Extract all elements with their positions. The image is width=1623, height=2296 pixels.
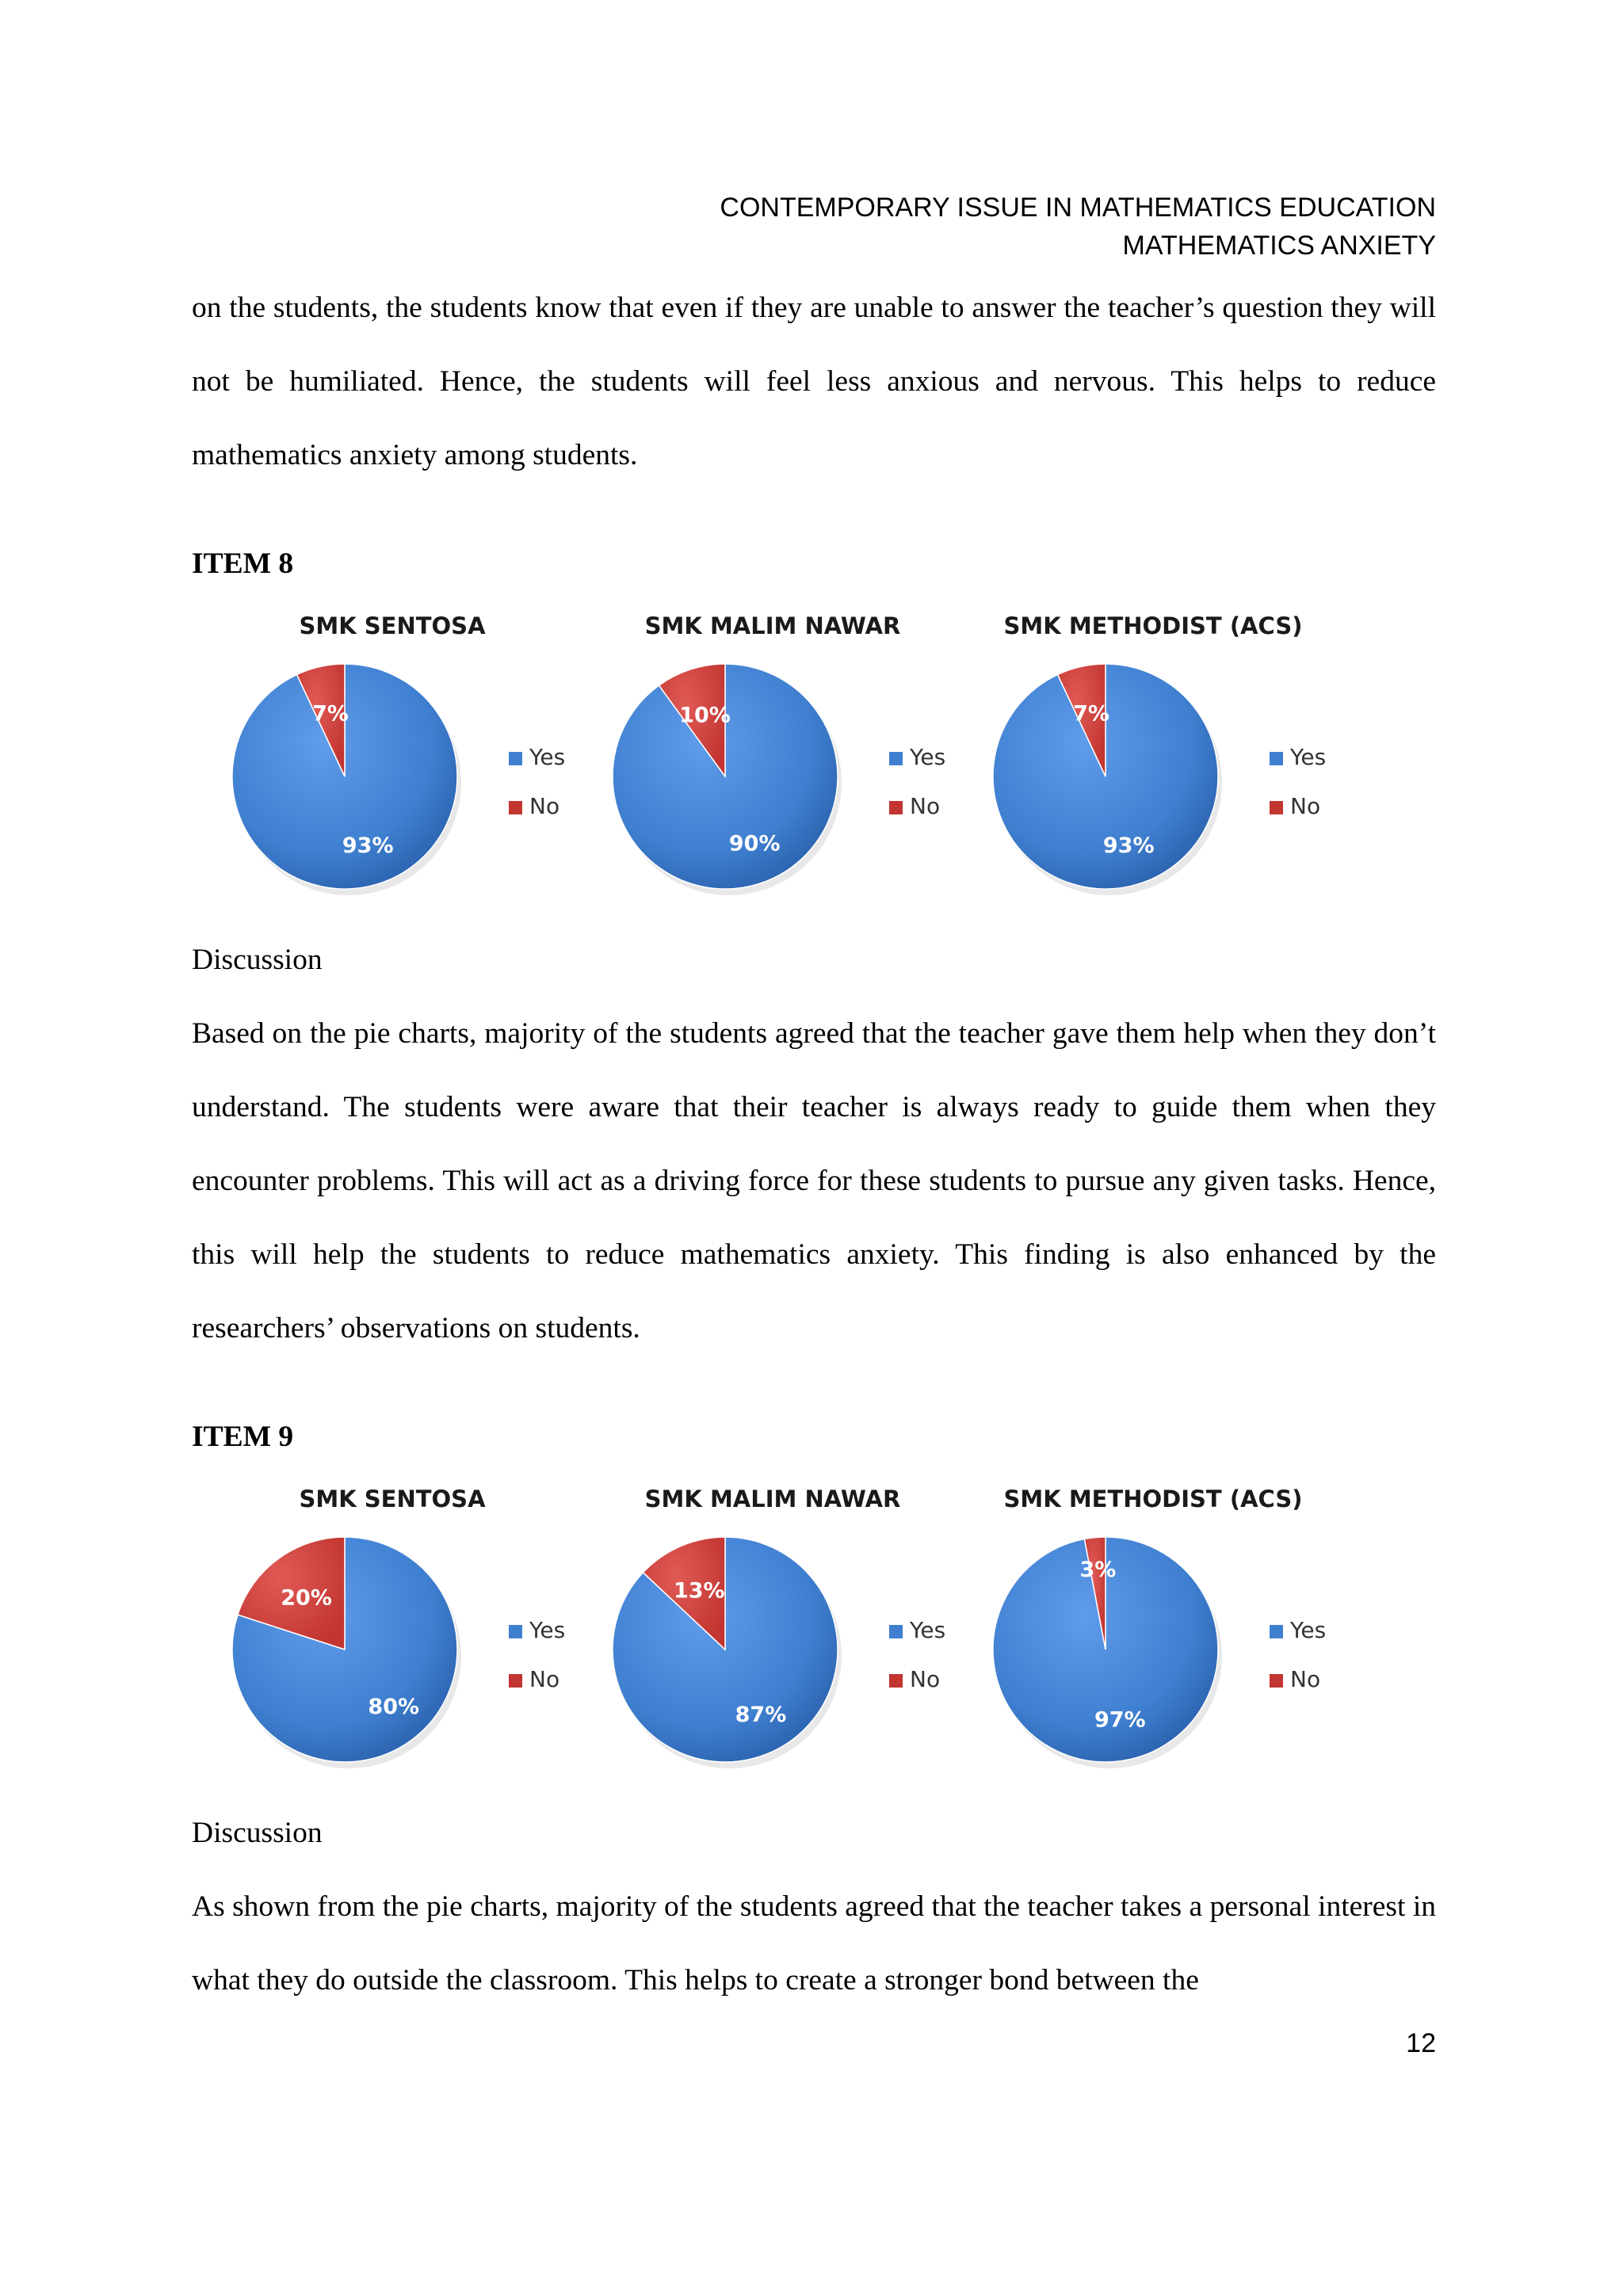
header-line-1: CONTEMPORARY ISSUE IN MATHEMATICS EDUCATION [720,193,1436,223]
chart-title: SMK MALIM NAWAR [644,612,901,639]
legend-swatch-yes [509,752,522,765]
legend-swatch-no [509,1674,522,1688]
legend-swatch-yes [1270,1625,1283,1638]
item-9-pie-smk-methodist-acs [993,1486,1326,1768]
legend-swatch-yes [889,1625,903,1638]
data-label-no: 20% [281,1585,332,1611]
item-9-discussion-label: Discussion [192,1817,323,1849]
chart-legend [509,1617,565,1692]
legend-swatch-yes [509,1625,522,1638]
data-label-no: 3% [1079,1558,1117,1583]
chart-title: SMK SENTOSA [299,1486,486,1512]
data-label-yes: 90% [728,831,781,856]
data-label-yes: 80% [368,1695,420,1720]
item-8-pie-smk-sentosa [232,612,565,895]
data-label-no: 13% [673,1578,725,1604]
data-label-yes: 97% [1094,1707,1146,1733]
data-label-no: 10% [679,703,731,728]
legend-swatch-no [889,801,903,814]
data-label-yes: 93% [1102,833,1155,858]
item-8-discussion-label: Discussion [192,944,323,976]
item-9-pie-smk-sentosa [232,1486,565,1768]
chart-title: SMK MALIM NAWAR [644,1486,901,1512]
item-8-heading: ITEM 8 [192,547,294,580]
legend-swatch-no [889,1674,903,1688]
data-label-no: 7% [1073,701,1109,727]
intro-paragraph: on the students, the students know that even if they are unable to answer the teacher’s question they will not be humiliated. Hence, the students will feel less anxious and nervous. This helps to reduce mathematics anxiety among students. [192,292,1436,471]
data-label-yes: 93% [342,833,394,858]
legend-label-no: No [1290,793,1321,819]
chart-legend [509,744,565,819]
legend-label-no: No [529,1666,560,1692]
legend-swatch-yes [889,752,903,765]
legend-label-yes: Yes [910,744,946,770]
legend-label-yes: Yes [1290,1617,1327,1643]
legend-label-no: No [910,1666,941,1692]
legend-label-yes: Yes [529,744,566,770]
chart-legend [1270,1617,1326,1692]
item-8-chart-row [206,594,1347,943]
legend-label-no: No [1290,1666,1321,1692]
legend-label-no: No [910,793,941,819]
chart-legend [1270,744,1326,819]
chart-title: SMK SENTOSA [299,612,486,639]
item-8-pie-smk-malim-nawar [613,612,945,895]
item-9-pie-smk-malim-nawar [613,1486,945,1768]
item-9-heading: ITEM 9 [192,1421,294,1453]
legend-label-yes: Yes [1290,744,1327,770]
item-8-discussion-paragraph: Based on the pie charts, majority of the students agreed that the teacher gave them help when they don’t understand. The students were aware that their teacher is always ready to guide them when they encounter problems. This will act as a driving force for these students to pursue any given tasks. Hence, this will help the students to reduce mathematics anxiety. This finding is also enhanced by the researchers’ observations on students. [192,1017,1436,1344]
data-label-yes: 87% [735,1702,787,1727]
legend-swatch-no [509,801,522,814]
chart-legend [889,1617,945,1692]
legend-swatch-yes [1270,752,1283,765]
item-9-discussion-paragraph: As shown from the pie charts, majority of the students agreed that the teacher takes a personal interest in what they do outside the classroom. This helps to create a stronger bond between the [192,1890,1436,1997]
chart-title: SMK METHODIST (ACS) [1003,612,1303,639]
item-9-charts [206,1467,1347,1816]
chart-legend [889,744,945,819]
legend-swatch-no [1270,801,1283,814]
legend-label-yes: Yes [910,1617,946,1643]
legend-swatch-no [1270,1674,1283,1688]
page-number: 12 [1406,2028,1436,2058]
header-line-2: MATHEMATICS ANXIETY [1122,231,1436,261]
item-8-charts [206,594,1347,943]
data-label-no: 7% [312,701,349,727]
legend-label-no: No [529,793,560,819]
item-8-pie-smk-methodist-acs [993,612,1326,895]
legend-label-yes: Yes [529,1617,566,1643]
item-9-chart-row [206,1467,1347,1816]
running-header [720,189,1436,265]
chart-title: SMK METHODIST (ACS) [1003,1486,1303,1512]
